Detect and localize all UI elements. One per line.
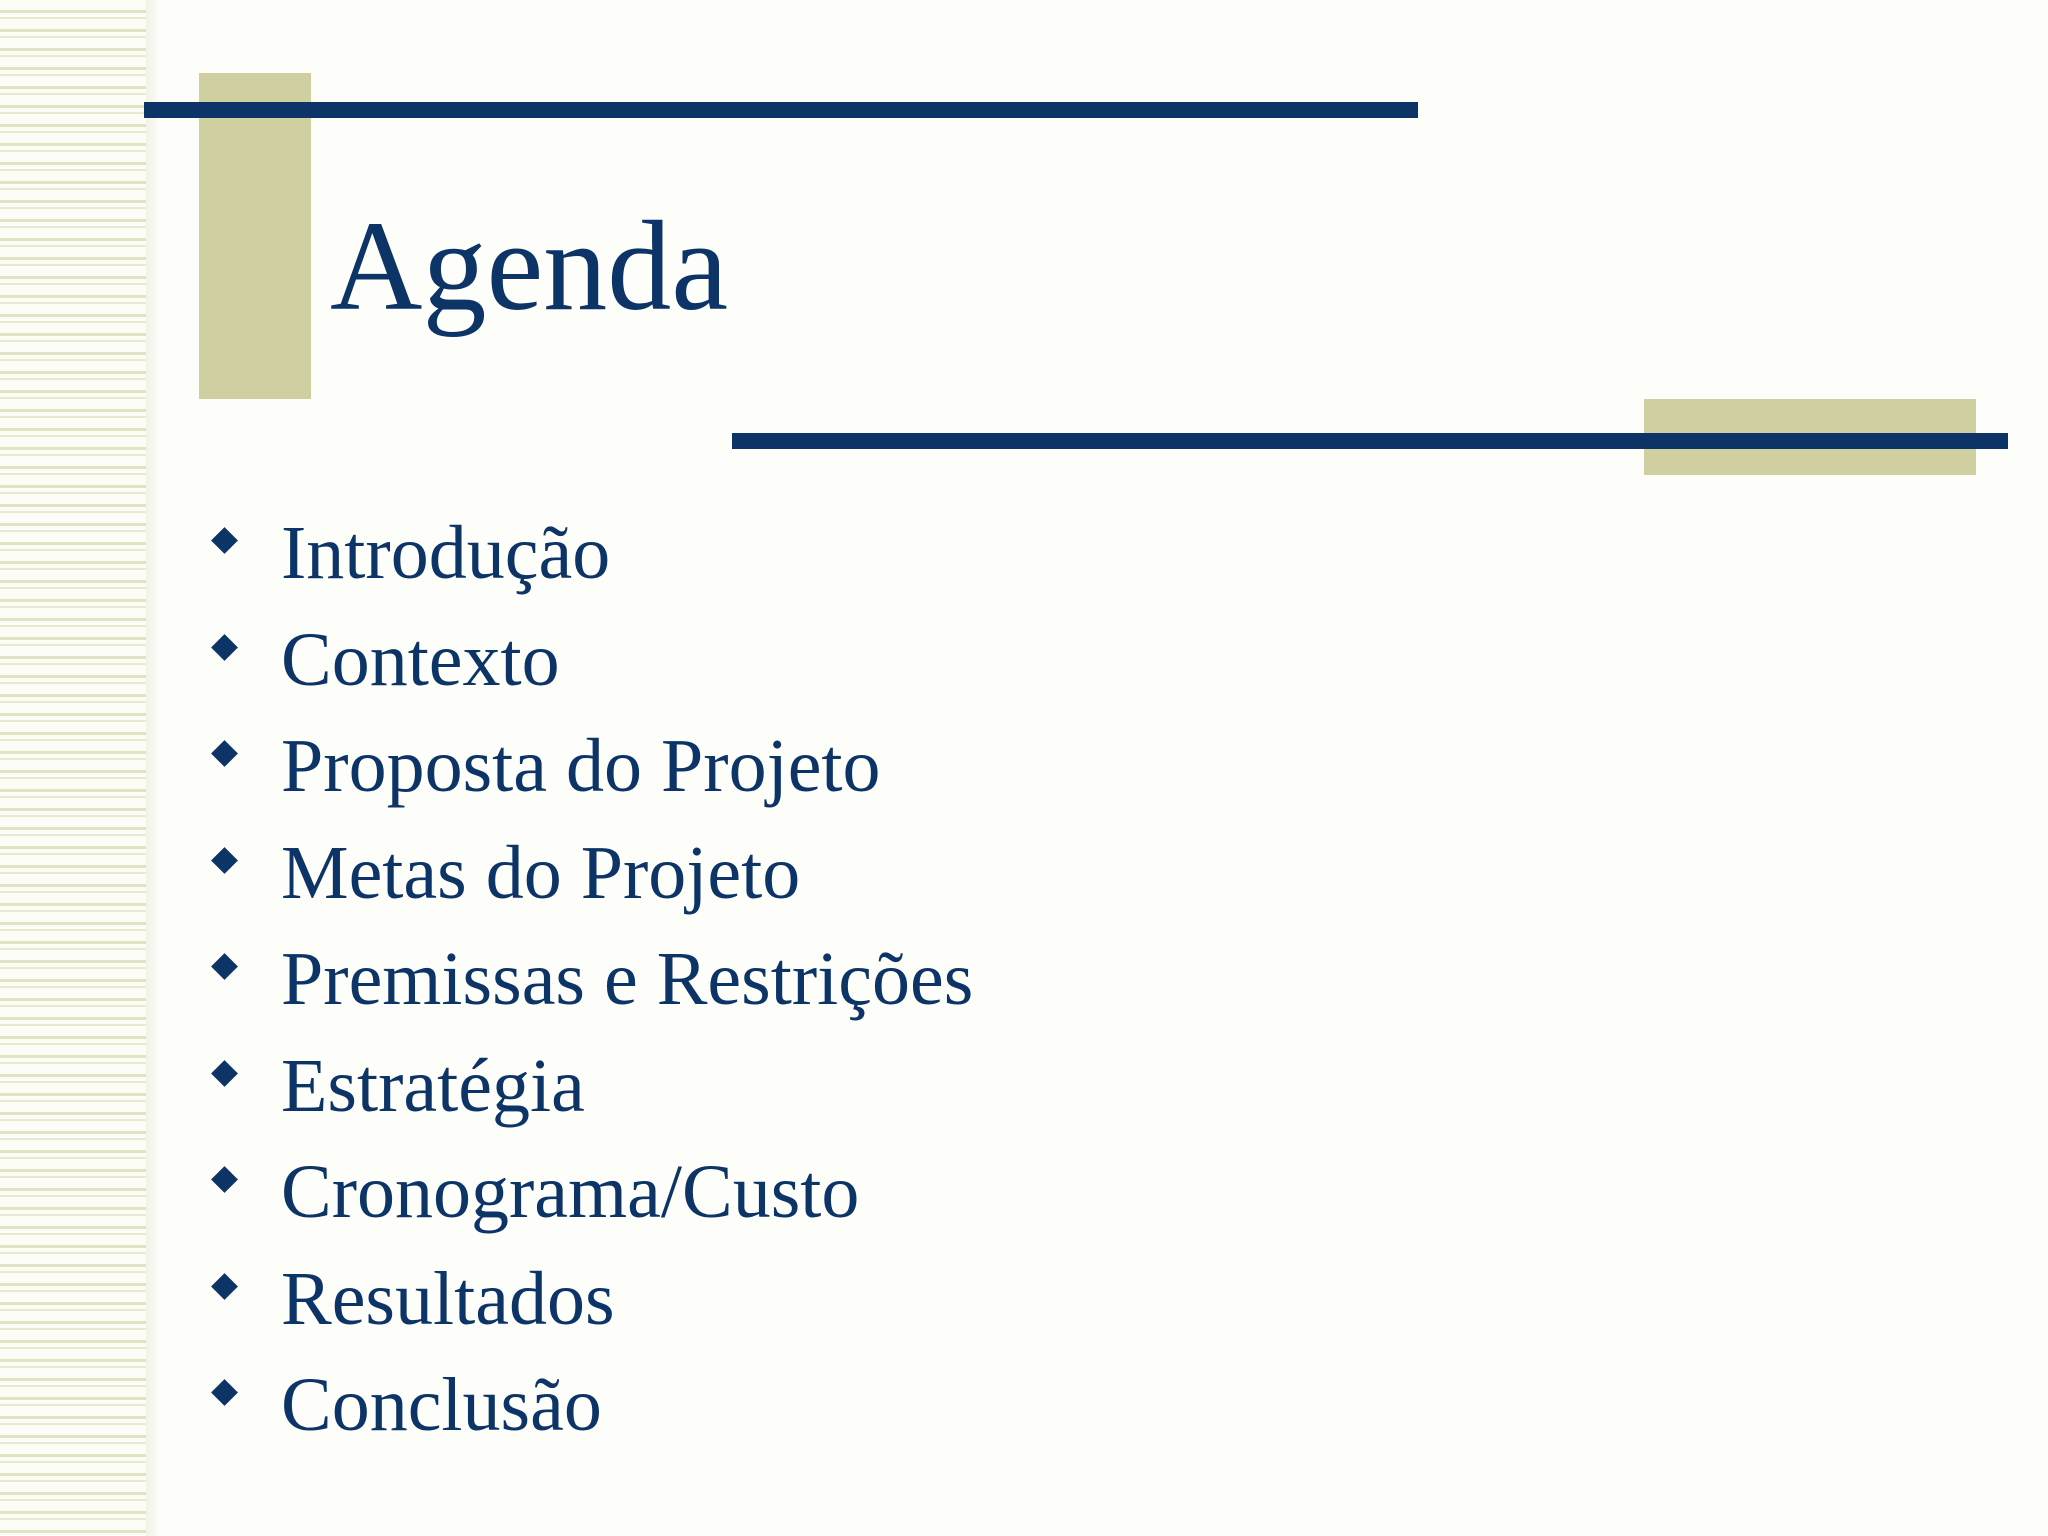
agenda-item-label: Introdução <box>281 511 611 595</box>
agenda-item-label: Resultados <box>281 1256 615 1341</box>
diamond-bullet-icon <box>211 1379 238 1406</box>
diamond-bullet-icon <box>211 1060 238 1087</box>
agenda-item-label: Premissas e Restrições <box>281 937 974 1021</box>
stripe-band-shadow <box>146 0 160 1536</box>
diamond-bullet-icon <box>211 953 238 980</box>
agenda-item-label: Estratégia <box>281 1043 585 1128</box>
diamond-bullet-icon <box>211 847 238 874</box>
title-accent-block <box>199 73 311 399</box>
agenda-item-label: Conclusão <box>281 1363 602 1447</box>
title-top-rule <box>144 102 1418 118</box>
decorative-stripe-band <box>0 0 146 1536</box>
diamond-bullet-icon <box>211 634 238 661</box>
diamond-bullet-icon <box>211 1273 238 1300</box>
agenda-item-label: Contexto <box>281 617 560 702</box>
diamond-bullet-icon <box>211 1166 238 1193</box>
diamond-bullet-icon <box>211 527 238 554</box>
agenda-item-label: Metas do Projeto <box>281 830 801 915</box>
diamond-bullet-icon <box>211 740 238 767</box>
agenda-item-label: Proposta do Projeto <box>281 724 881 808</box>
agenda-item-label: Cronograma/Custo <box>281 1150 860 1234</box>
title-bottom-rule <box>732 433 2008 449</box>
slide-title: Agenda <box>330 195 729 337</box>
